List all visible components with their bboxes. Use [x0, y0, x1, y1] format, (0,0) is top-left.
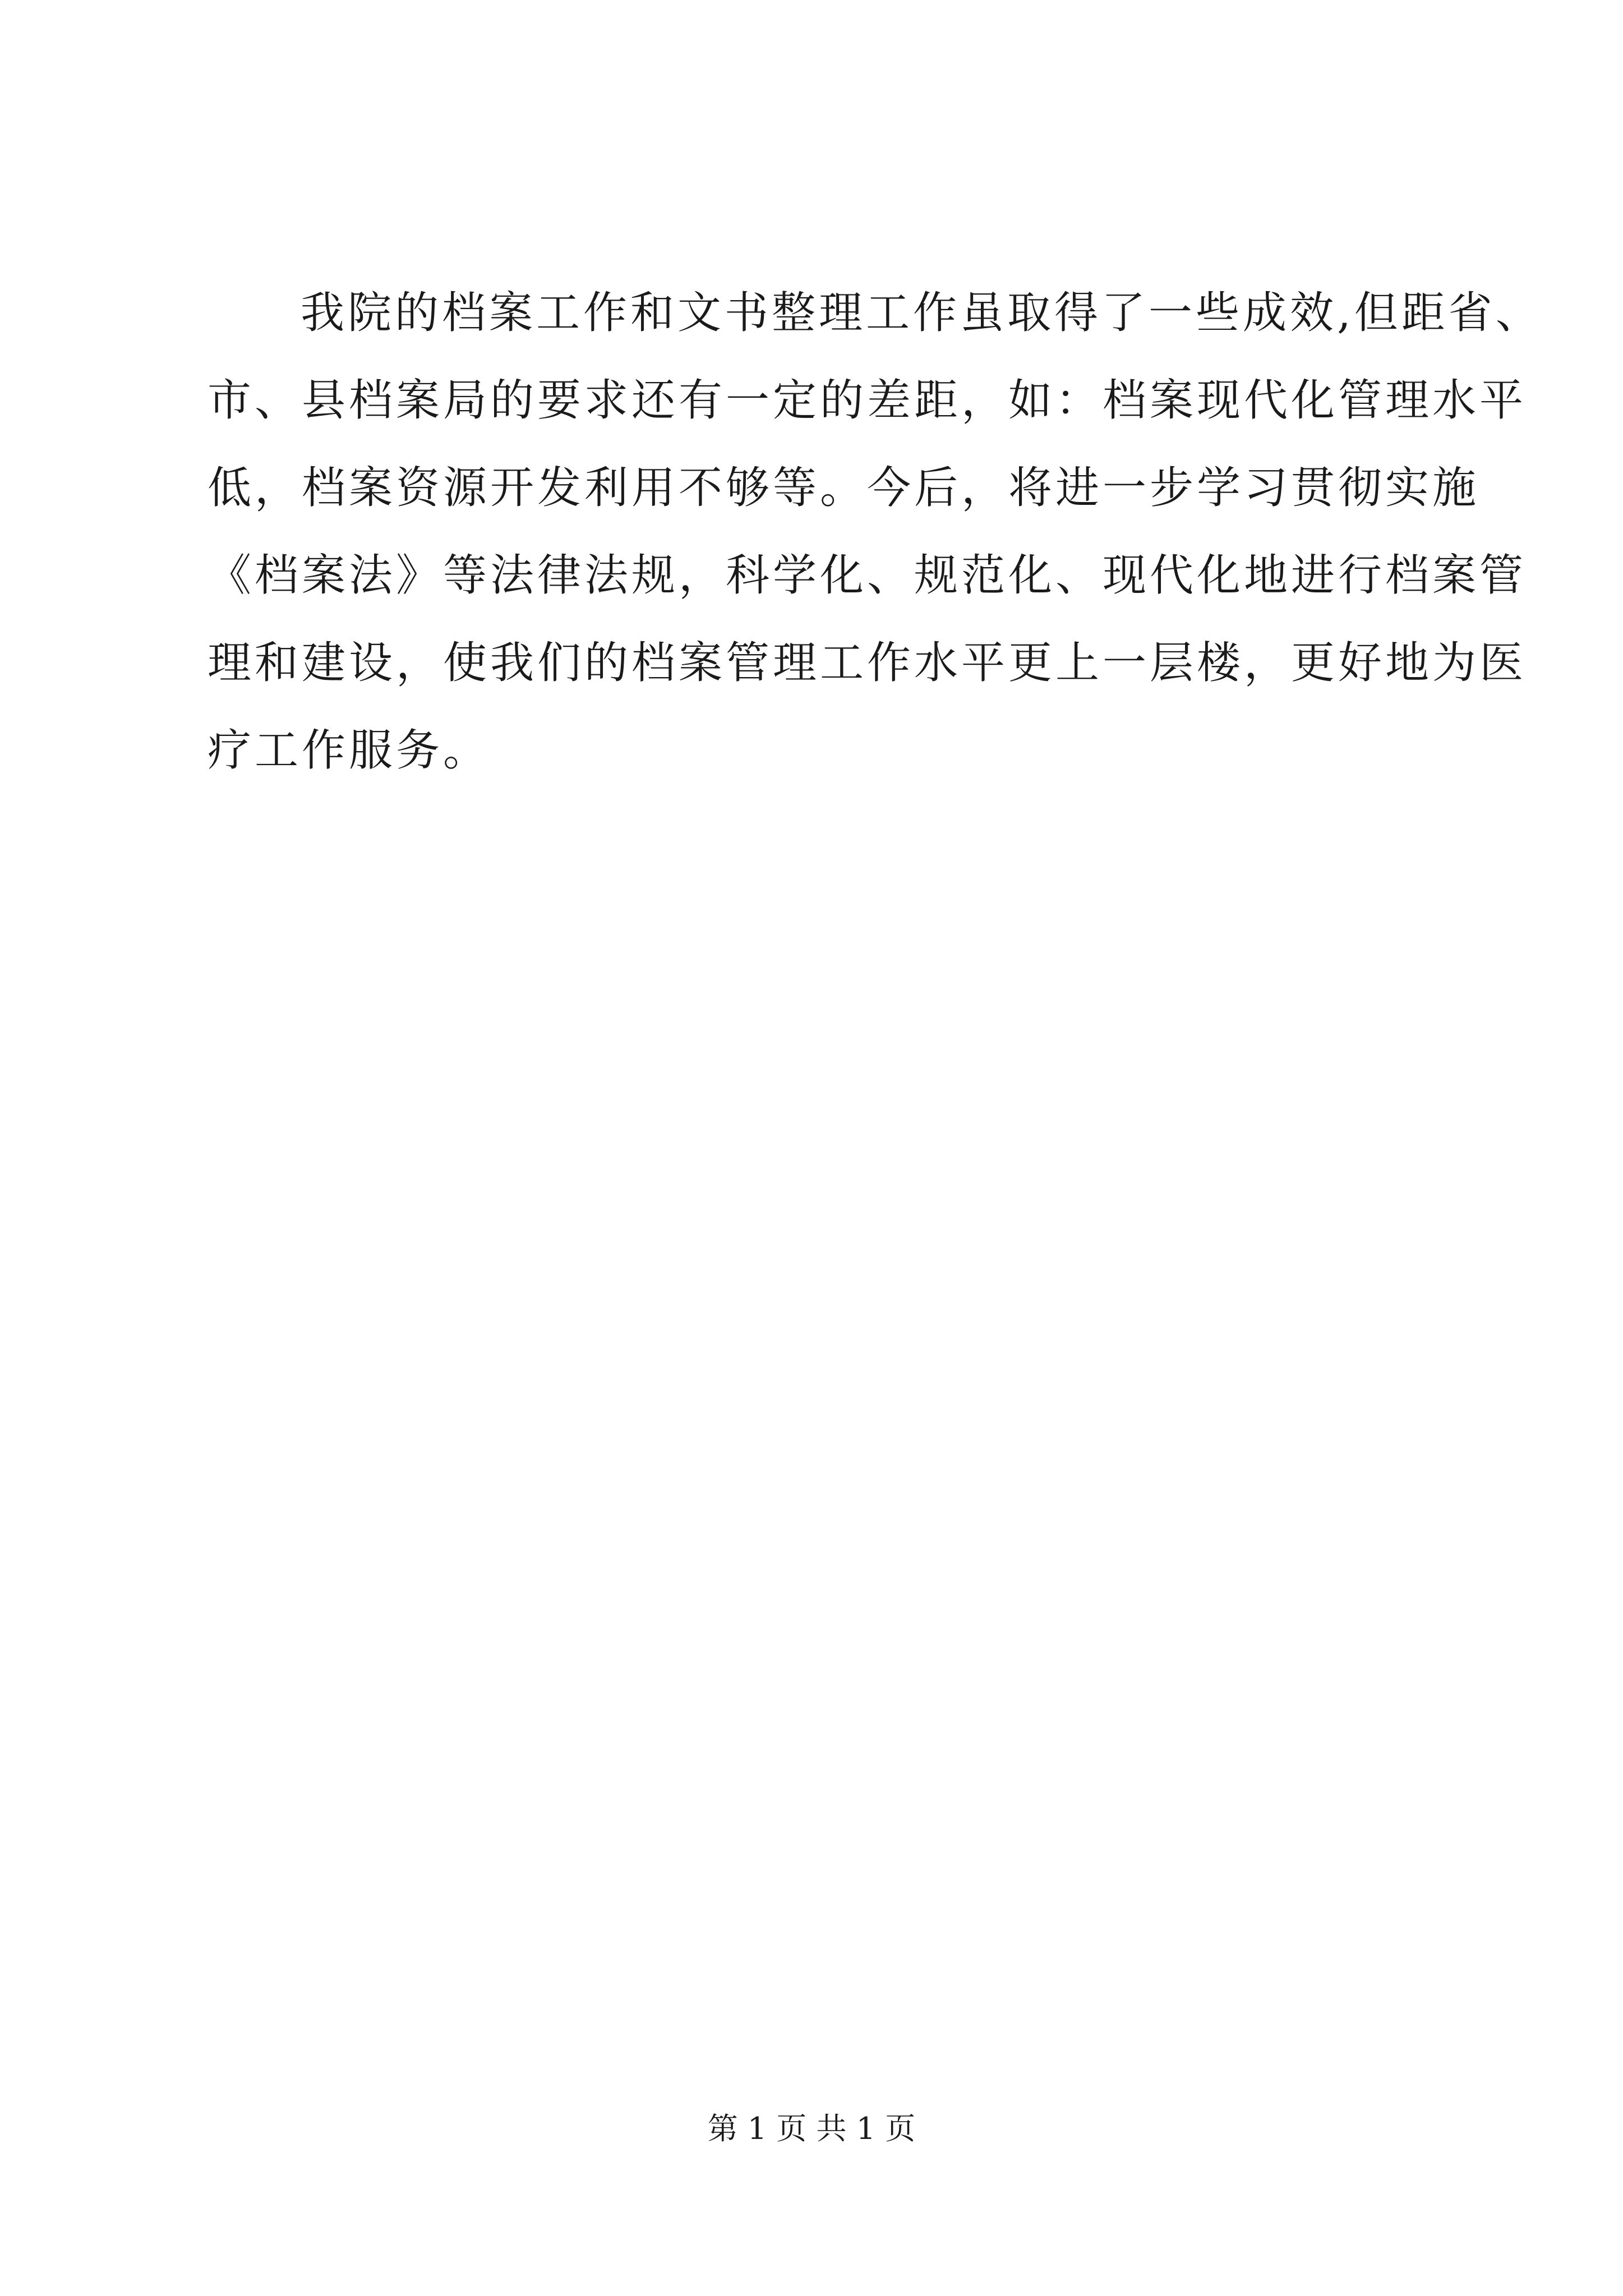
paragraph-line-2: 市、县档案局的要求还有一定的差距，如：档案现代化管理水平: [208, 375, 1527, 426]
paragraph-line-6: 疗工作服务。: [208, 725, 491, 776]
paragraph-line-3: 低，档案资源开发利用不够等。今后，将进一步学习贯彻实施: [208, 463, 1480, 513]
paragraph-line-1: 我院的档案工作和文书整理工作虽取得了一些成效,但距省、: [301, 288, 1543, 338]
page-footer: [0, 2109, 1623, 2148]
body-paragraph: [208, 269, 1543, 794]
paragraph-line-5: 理和建设，使我们的档案管理工作水平更上一层楼，更好地为医: [208, 638, 1527, 688]
page-number-label: 第 1 页 共 1 页: [707, 2111, 916, 2146]
paragraph-line-4: 《档案法》等法律法规，科学化、规范化、现代化地进行档案管: [208, 550, 1527, 601]
